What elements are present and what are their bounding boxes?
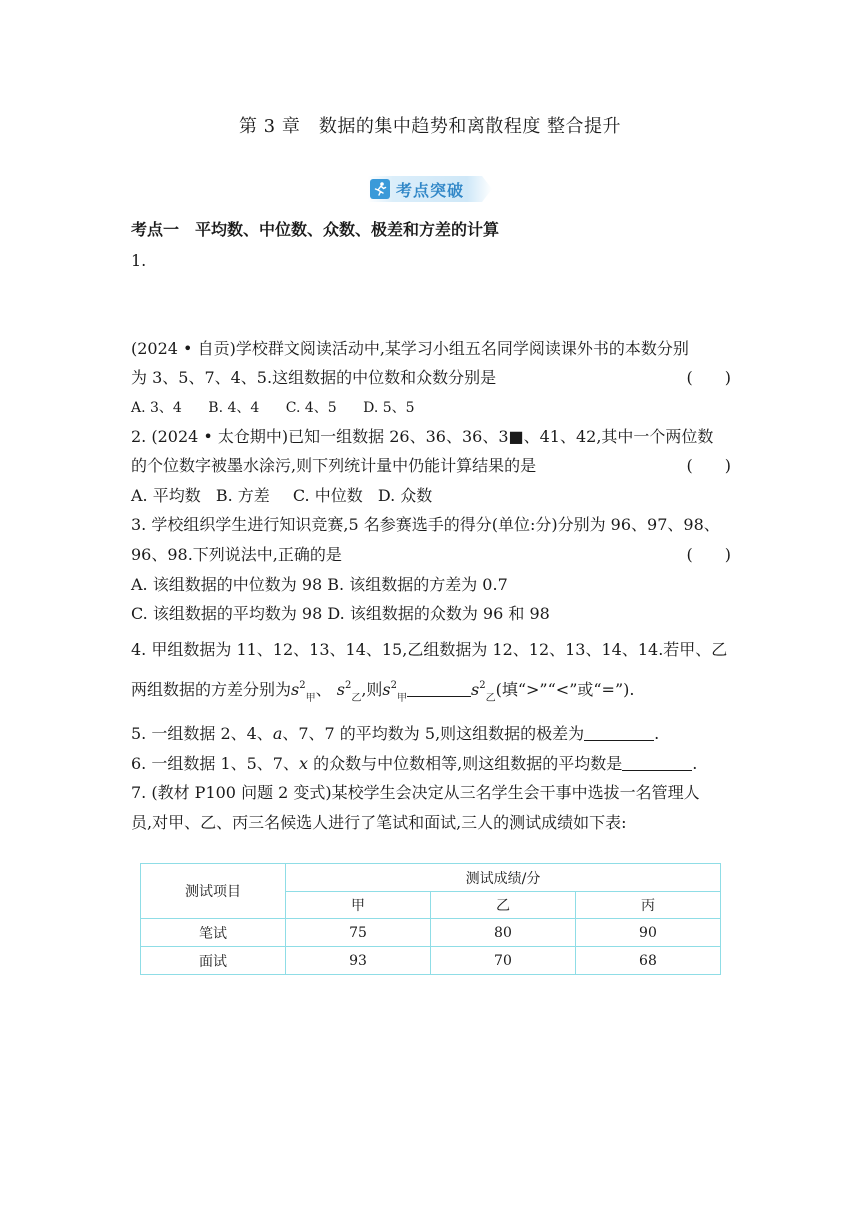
q2-options	[131, 486, 731, 506]
q3-options-row2	[131, 604, 731, 624]
table-cell: 75	[286, 919, 431, 947]
q2-option-c: C. 中位数	[292, 486, 363, 505]
q4-sub-yi-2: 乙	[485, 693, 496, 704]
q2-line1: 2. (2024 • 太仓期中)已知一组数据 26、36、36、3■、41、42,其中一个两位数	[131, 427, 714, 446]
running-figure-icon	[370, 179, 390, 199]
q1-line2-text: 为 3、5、7、4、5.这组数据的中位数和众数分别是	[131, 368, 497, 387]
scores-table	[140, 863, 721, 975]
q5-mid: 、7、7 的平均数为 5,则这组数据的极差为	[282, 724, 585, 743]
q1-option-d: D. 5、5	[363, 400, 415, 416]
table-col-bing: 丙	[575, 892, 720, 919]
q5-answer-blank[interactable]	[584, 724, 654, 741]
table-row	[141, 919, 721, 947]
table-cell: 80	[430, 919, 575, 947]
q7-line2: 员,对甲、乙、丙三名候选人进行了笔试和面试,三人的测试成绩如下表:	[131, 813, 627, 832]
q6-pre: 6. 一组数据 1、5、7、	[131, 754, 299, 773]
q3-option-a: A. 该组数据的中位数为 98	[131, 575, 323, 594]
q3-line2-text: 96、98.下列说法中,正确的是	[131, 545, 342, 564]
q6-var: x	[298, 754, 309, 773]
q2-line2-text: 的个位数字被墨水涂污,则下列统计量中仍能计算结果的是	[131, 456, 537, 475]
q2-line2	[131, 456, 731, 476]
q4-sub-jia: 甲	[305, 693, 316, 704]
q1-answer-paren: ( )	[686, 368, 731, 387]
section-heading: 考点一 平均数、中位数、众数、极差和方差的计算	[131, 220, 500, 239]
q4-line1: 4. 甲组数据为 11、12、13、14、15,乙组数据为 12、12、13、14、14.若甲、乙	[131, 640, 728, 659]
q4-sep: 、	[315, 680, 332, 699]
q3-option-c: C. 该组数据的平均数为 98	[131, 604, 323, 623]
q6-line	[131, 754, 731, 774]
section-badge	[368, 176, 492, 202]
q3-line2	[131, 545, 731, 565]
q5-pre: 5. 一组数据 2、4、	[131, 724, 273, 743]
q4-answer-blank[interactable]	[407, 680, 471, 697]
q7-line1: 7. (教材 P100 问题 2 变式)某校学生会决定从三名学生会干事中选拔一名管理人	[131, 783, 700, 802]
q4-sq-yi-2: 2	[479, 680, 486, 691]
q1-options	[131, 398, 731, 418]
q2-option-b: B. 方差	[215, 486, 270, 505]
q3-option-b: B. 该组数据的方差为 0.7	[327, 575, 508, 594]
q6-mid: 的众数与中位数相等,则这组数据的平均数是	[308, 754, 623, 773]
q2-option-d: D. 众数	[377, 486, 433, 505]
q1-option-c: C. 4、5	[285, 400, 337, 416]
q4-post: (填“>”“<”或“=”).	[495, 680, 635, 699]
table-cell: 70	[430, 947, 575, 975]
table-col-jia: 甲	[286, 892, 431, 919]
q1-line1: (2024 • 自贡)学校群文阅读活动中,某学习小组五名同学阅读课外书的本数分别	[131, 339, 689, 358]
q4-sq-yi: 2	[344, 680, 352, 691]
q2-option-a: A. 平均数	[131, 486, 201, 505]
q1-option-a: A. 3、4	[131, 400, 182, 416]
q4-s-yi-2: s	[471, 680, 480, 699]
table-cell: 93	[286, 947, 431, 975]
q6-end: .	[692, 754, 698, 773]
q4-s-jia-2: s	[382, 680, 391, 699]
table-group-header: 测试成绩/分	[286, 864, 721, 892]
q4-s-jia: s	[291, 680, 300, 699]
q6-answer-blank[interactable]	[622, 754, 692, 771]
q5-var: a	[272, 724, 283, 743]
table-cell: 68	[575, 947, 720, 975]
table-row	[141, 947, 721, 975]
q1-option-b: B. 4、4	[208, 400, 260, 416]
q1-number: 1.	[131, 251, 147, 270]
q3-line1: 3. 学校组织学生进行知识竞赛,5 名参赛选手的得分(单位:分)分别为 96、97、98、	[131, 515, 720, 534]
badge-label: 考点突破	[396, 180, 465, 200]
q4-s-yi: s	[336, 680, 345, 699]
table-row-label: 面试	[141, 947, 286, 975]
q1-line2	[131, 368, 731, 388]
q3-option-d: D. 该组数据的众数为 96 和 98	[327, 604, 550, 623]
q3-answer-paren: ( )	[686, 545, 731, 564]
q4-sub-yi: 乙	[351, 693, 362, 704]
table-col-yi: 乙	[430, 892, 575, 919]
table-row-label: 笔试	[141, 919, 286, 947]
q4-mid: ,则	[361, 680, 383, 699]
q5-end: .	[654, 724, 660, 743]
q4-pre: 两组数据的方差分别为	[131, 680, 292, 699]
q3-options-row1	[131, 575, 731, 595]
q2-answer-paren: ( )	[686, 456, 731, 475]
table-row-header: 测试项目	[141, 864, 286, 919]
q4-sq-jia: 2	[299, 680, 306, 691]
q4-line2	[131, 680, 731, 703]
q5-line	[131, 724, 731, 744]
q4-sq-jia-2: 2	[390, 680, 397, 691]
q4-sub-jia-2: 甲	[397, 693, 407, 704]
table-cell: 90	[575, 919, 720, 947]
page-title: 第 3 章 数据的集中趋势和离散程度 整合提升	[238, 116, 622, 137]
